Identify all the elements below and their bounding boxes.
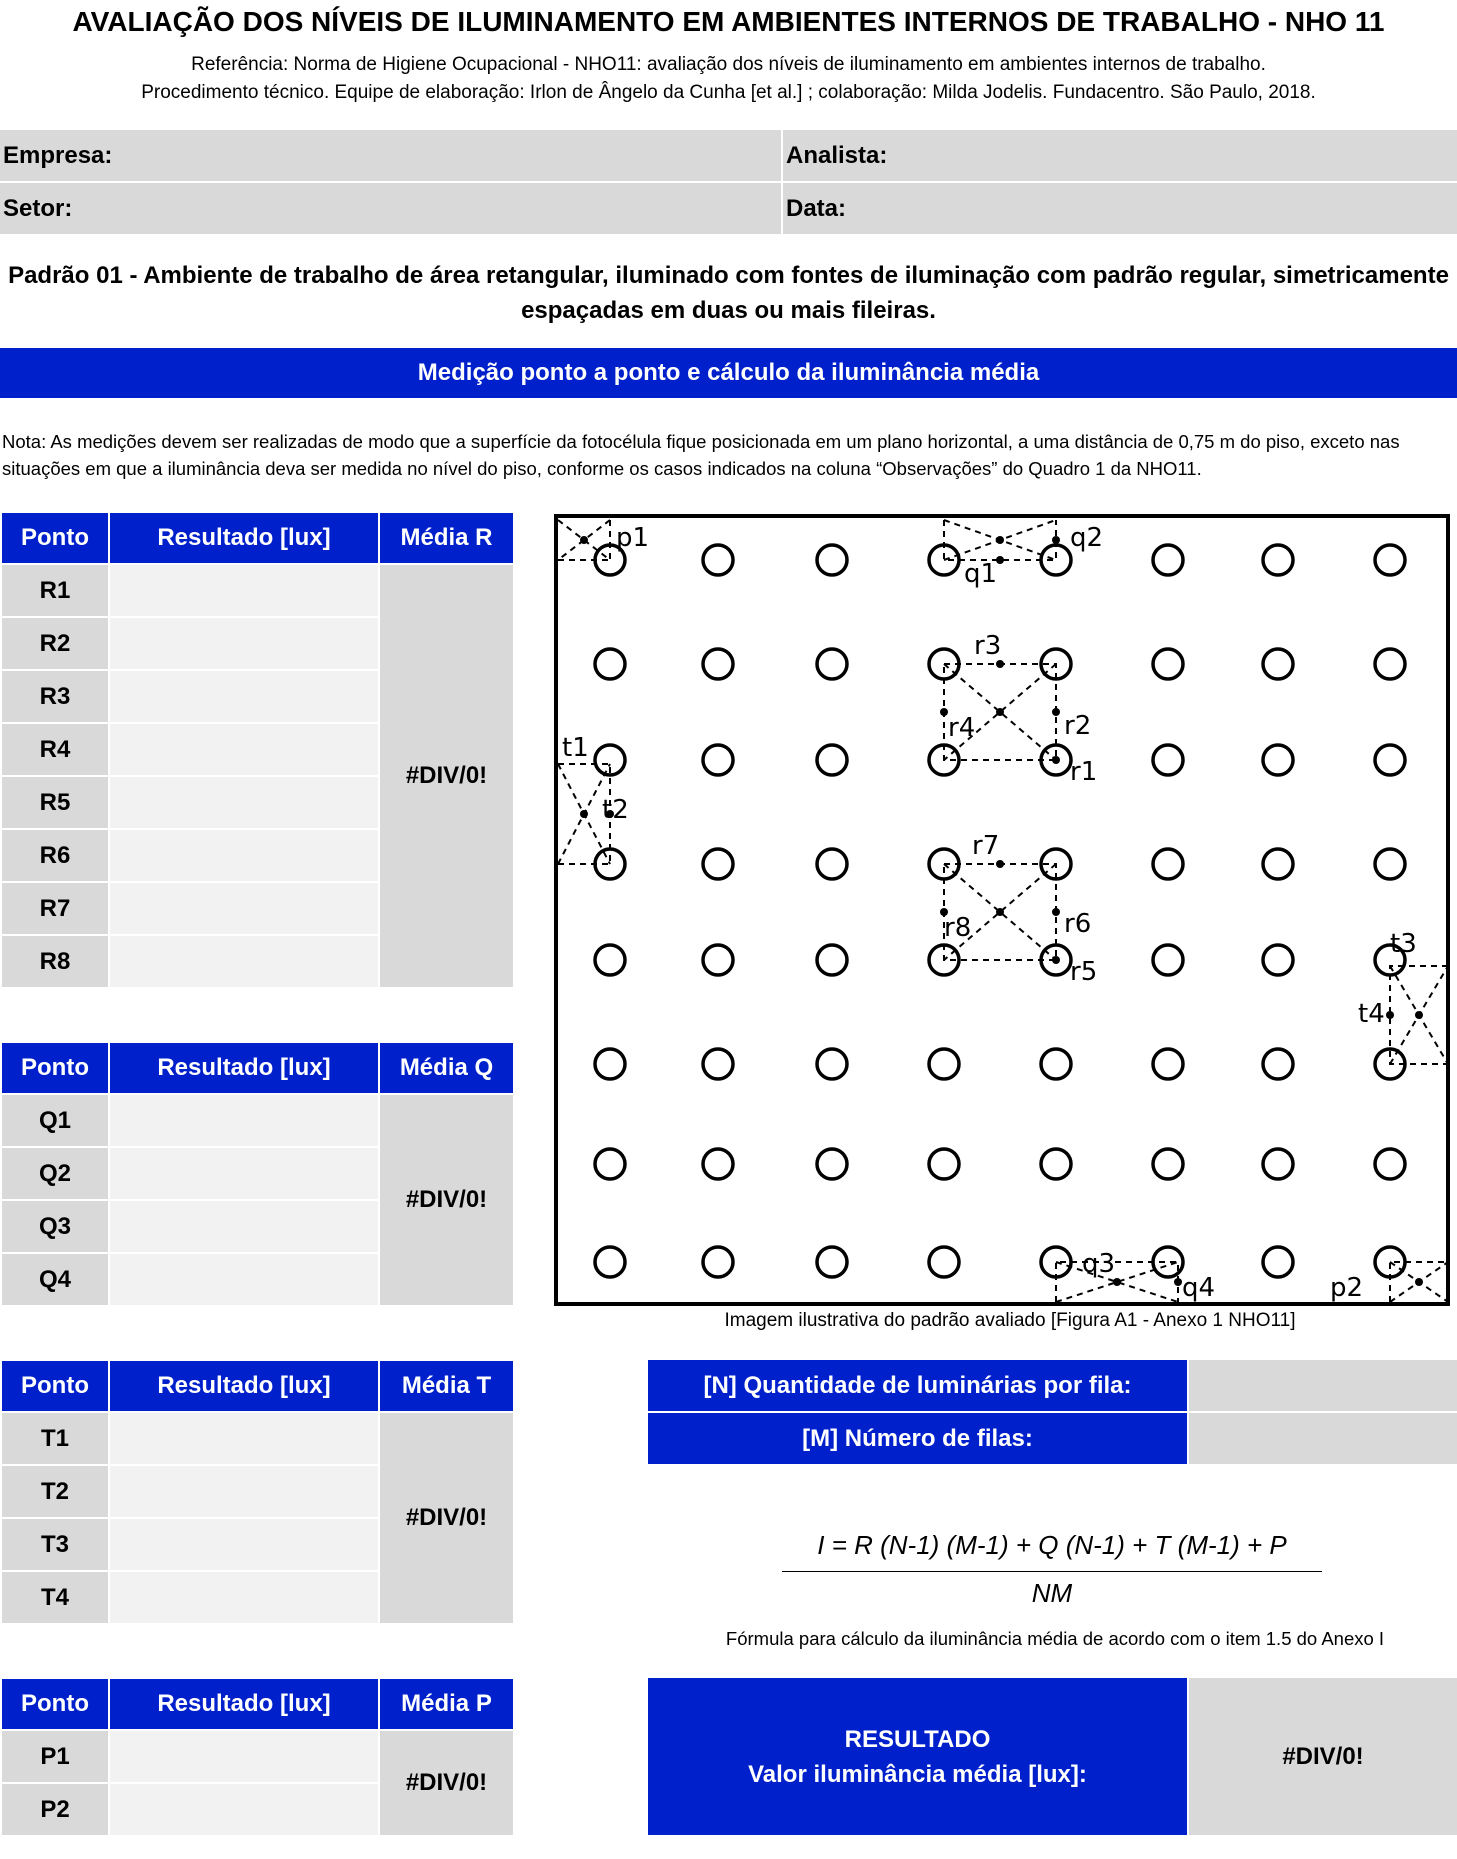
data-label: Data:: [786, 194, 847, 222]
col-resultado: Resultado [lux]: [109, 1042, 379, 1094]
label-t2: t2: [602, 795, 629, 825]
resultado-input[interactable]: [109, 776, 379, 829]
resultado-input[interactable]: [109, 1094, 379, 1147]
media-p-value: #DIV/0!: [379, 1730, 514, 1836]
label-t4: t4: [1358, 999, 1385, 1029]
resultado-input[interactable]: [109, 1783, 379, 1836]
ponto-label: R2: [1, 617, 109, 670]
label-p2: p2: [1330, 1273, 1364, 1303]
ponto-label: Q2: [1, 1147, 109, 1200]
table-row: [1, 564, 514, 617]
resultado-input[interactable]: [109, 670, 379, 723]
table-row: [1, 1412, 514, 1465]
analista-field[interactable]: [783, 130, 1457, 181]
table-row: [1, 1094, 514, 1147]
resultado-line-2: Valor iluminância média [lux]:: [748, 1760, 1087, 1788]
col-resultado: Resultado [lux]: [109, 1678, 379, 1730]
ponto-label: T3: [1, 1518, 109, 1571]
nota-text: Nota: As medições devem ser realizadas de modo que a superfície da fotocélula fique posicionada em um plano horizontal, a uma distância de 0,75 m do piso, exceto nas situações em que a iluminância deva ser medida no nível do piso, conforme os casos indicados na coluna “Observações” do Quadro 1 da NHO11.: [2, 431, 1400, 479]
media-t-value: #DIV/0!: [379, 1412, 514, 1624]
diagram-caption: Imagem ilustrativa do padrão avaliado [Figura A1 - Anexo 1 NHO11]: [724, 1310, 1296, 1331]
ponto-label: R4: [1, 723, 109, 776]
resultado-input[interactable]: [109, 935, 379, 988]
resultado-input[interactable]: [109, 1253, 379, 1306]
col-resultado: Resultado [lux]: [109, 1360, 379, 1412]
setor-label: Setor:: [3, 194, 73, 222]
ponto-label: R5: [1, 776, 109, 829]
ponto-label: R6: [1, 829, 109, 882]
col-media-r: Média R: [379, 512, 514, 564]
data-field[interactable]: [783, 183, 1457, 234]
col-media-q: Média Q: [379, 1042, 514, 1094]
ponto-label: R3: [1, 670, 109, 723]
formula-fraction-line: [782, 1571, 1322, 1572]
label-q1: q1: [964, 559, 998, 589]
label-q4: q4: [1182, 1273, 1216, 1303]
table-p: [0, 1677, 515, 1837]
resultado-input[interactable]: [109, 1571, 379, 1624]
col-media-p: Média P: [379, 1678, 514, 1730]
ponto-label: T1: [1, 1412, 109, 1465]
label-t1: t1: [562, 733, 589, 763]
resultado-input[interactable]: [109, 1147, 379, 1200]
formula-note: Fórmula para cálculo da iluminância média de acordo com o item 1.5 do Anexo I: [725, 1628, 1385, 1649]
m-input[interactable]: [1189, 1413, 1457, 1464]
col-ponto: Ponto: [1, 1360, 109, 1412]
col-ponto: Ponto: [1, 1042, 109, 1094]
label-r6: r6: [1064, 909, 1092, 939]
resultado-input[interactable]: [109, 617, 379, 670]
resultado-input[interactable]: [109, 1200, 379, 1253]
padrao-heading: [0, 258, 1457, 328]
label-q2: q2: [1070, 523, 1104, 553]
resultado-input[interactable]: [109, 1730, 379, 1783]
label-r1: r1: [1070, 757, 1098, 787]
label-q3: q3: [1082, 1249, 1116, 1279]
ponto-label: T2: [1, 1465, 109, 1518]
setor-field[interactable]: [0, 183, 781, 234]
padrao-line-2: espaçadas em duas ou mais fileiras.: [521, 297, 936, 324]
n-input[interactable]: [1189, 1360, 1457, 1411]
resultado-label: [648, 1678, 1187, 1835]
resultado-input[interactable]: [109, 723, 379, 776]
reference-line-1: Referência: Norma de Higiene Ocupacional - NHO11: avaliação dos níveis de iluminamento em ambientes internos de trabalho.: [191, 54, 1266, 75]
ponto-label: Q4: [1, 1253, 109, 1306]
label-r3: r3: [974, 631, 1002, 661]
resultado-input[interactable]: [109, 882, 379, 935]
ponto-label: R7: [1, 882, 109, 935]
ponto-label: R1: [1, 564, 109, 617]
table-t: [0, 1359, 515, 1625]
resultado-input[interactable]: [109, 564, 379, 617]
label-r2: r2: [1064, 711, 1092, 741]
page-title: AVALIAÇÃO DOS NÍVEIS DE ILUMINAMENTO EM AMBIENTES INTERNOS DE TRABALHO - NHO 11: [72, 6, 1385, 37]
n-label: [N] Quantidade de luminárias por fila:: [648, 1360, 1187, 1411]
col-media-t: Média T: [379, 1360, 514, 1412]
label-p1: p1: [616, 523, 650, 553]
resultado-input[interactable]: [109, 1412, 379, 1465]
label-r5: r5: [1070, 957, 1098, 987]
label-r8: r8: [944, 913, 972, 943]
empresa-label: Empresa:: [3, 141, 113, 169]
section-title-bar: Medição ponto a ponto e cálculo da iluminância média: [0, 348, 1457, 398]
resultado-value: #DIV/0!: [1189, 1678, 1457, 1835]
table-r: [0, 511, 515, 989]
ponto-label: Q1: [1, 1094, 109, 1147]
label-t3: t3: [1390, 929, 1417, 959]
ponto-label: Q3: [1, 1200, 109, 1253]
col-ponto: Ponto: [1, 512, 109, 564]
label-r4: r4: [948, 713, 976, 743]
ponto-label: P1: [1, 1730, 109, 1783]
formula-numerator: I = R (N-1) (M-1) + Q (N-1) + T (M-1) + P: [817, 1530, 1287, 1560]
resultado-input[interactable]: [109, 829, 379, 882]
label-r7: r7: [972, 831, 1000, 861]
ponto-label: P2: [1, 1783, 109, 1836]
table-q: [0, 1041, 515, 1307]
padrao-line-1: Padrão 01 - Ambiente de trabalho de área retangular, iluminado com fontes de iluminação com padrão regular, simetricamente: [8, 262, 1449, 289]
media-q-value: #DIV/0!: [379, 1094, 514, 1306]
luminaire-layout-diagram: [552, 512, 1457, 1308]
m-label: [M] Número de filas:: [648, 1413, 1187, 1464]
media-r-value: #DIV/0!: [379, 564, 514, 988]
table-row: [1, 1730, 514, 1783]
col-resultado: Resultado [lux]: [109, 512, 379, 564]
ponto-label: T4: [1, 1571, 109, 1624]
col-ponto: Ponto: [1, 1678, 109, 1730]
reference-line-2: Procedimento técnico. Equipe de elaboração: Irlon de Ângelo da Cunha [et al.] ; colaboração: Milda Jodelis. Fundacentro. São Paulo, 2018.: [141, 82, 1316, 103]
formula-denominator: NM: [1031, 1578, 1073, 1608]
resultado-line-1: RESULTADO: [844, 1725, 991, 1753]
ponto-label: R8: [1, 935, 109, 988]
resultado-input[interactable]: [109, 1465, 379, 1518]
analista-label: Analista:: [786, 141, 888, 169]
empresa-field[interactable]: [0, 130, 781, 181]
resultado-input[interactable]: [109, 1518, 379, 1571]
